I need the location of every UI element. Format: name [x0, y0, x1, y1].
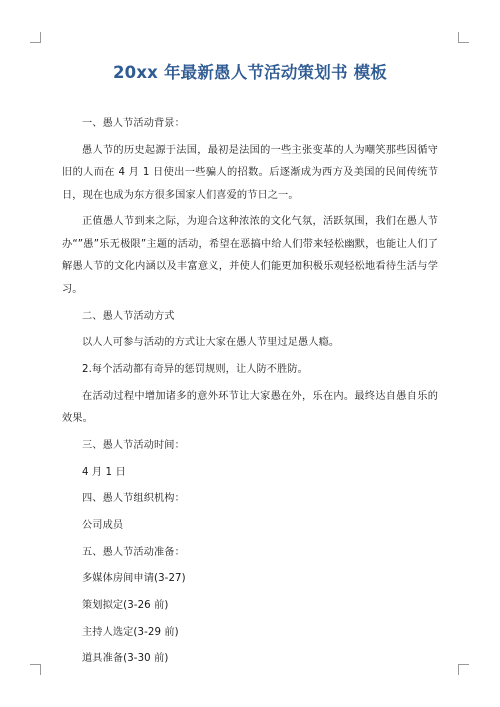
section-line: 五、愚人节活动准备：: [82, 546, 185, 558]
document-body: [62, 113, 438, 675]
body-paragraph: 愚人节的历史起源于法国，最初是法国的一些主张变革的人为嘲笑那些因循守旧的人而在 4 月 1 日使出一些骗人的招数。后逐渐成为西方及美国的民间传统节日，现在也成为东方很多国家人们喜爱的节日之一。: [62, 144, 438, 201]
body-paragraph: 在活动过程中增加诸多的意外环节让大家愚在外，乐在内。最终达自愚自乐的效果。: [62, 390, 438, 425]
section-line: 2.每个活动都有奇异的惩罚规则，让人防不胜防。: [82, 363, 308, 375]
section-line: 二、愚人节活动方式: [82, 310, 175, 322]
section-line: 一、愚人节活动背景：: [82, 118, 185, 129]
section-line: 道具准备(3-30 前): [82, 653, 169, 665]
section-line: 策划拟定(3-26 前): [82, 599, 169, 611]
crop-mark-top-right: [458, 32, 469, 43]
section-line: 四、愚人节组织机构：: [82, 493, 185, 505]
section-line: 公司成员: [82, 519, 124, 531]
section-line: 以人人可参与活动的方式让大家在愚人节里过足愚人瘾。: [82, 337, 340, 349]
body-paragraph: 正值愚人节到来之际，为迎合这种浓浓的文化气氛，活跃氛围，我们在愚人节办“”愚”乐无极限”主题的活动，希望在恶搞中给人们带来轻松幽默，也能让人们了解愚人节的文化内涵以及丰富意义，并使人们能更加积极乐观轻松地看待生活与学习。: [62, 216, 438, 295]
crop-mark-top-left: [30, 32, 41, 43]
section-line: 主持人选定(3-29 前): [82, 626, 179, 638]
section-line: 4 月 1 日: [82, 466, 126, 478]
section-line: 三、愚人节活动时间：: [82, 439, 185, 451]
document-title: 20xx 年最新愚人节活动策划书 模板: [112, 63, 388, 82]
crop-mark-bottom-left: [30, 664, 41, 675]
section-line: 多媒体房间申请(3-27): [82, 573, 186, 585]
crop-mark-bottom-right: [458, 664, 469, 675]
